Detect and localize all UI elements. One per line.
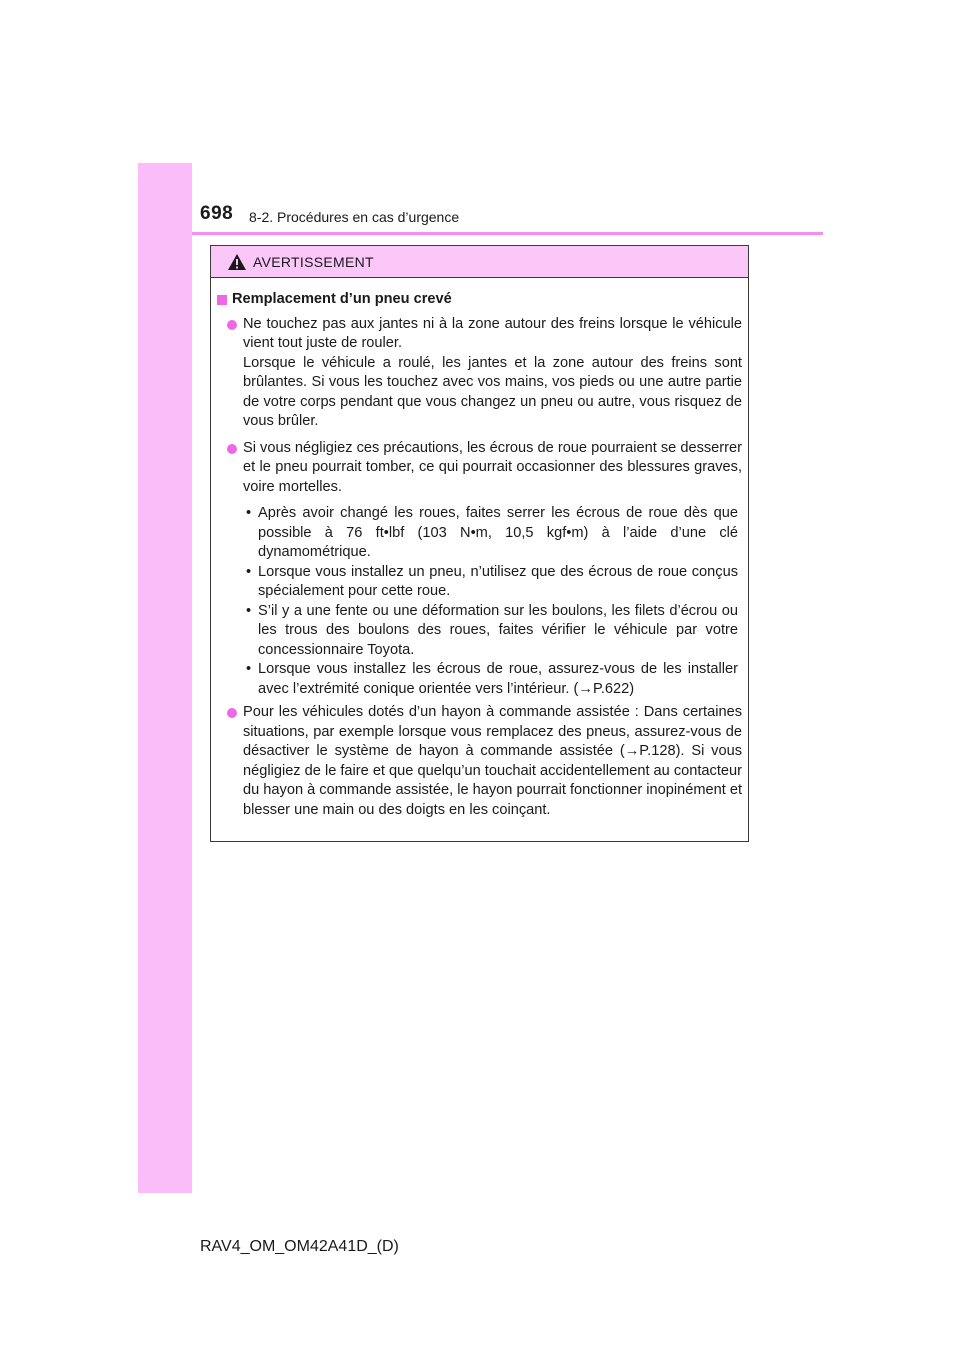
circle-bullet-icon xyxy=(227,320,237,330)
page-number: 698 xyxy=(200,203,234,224)
chapter-side-band xyxy=(138,163,192,1193)
warning-heading-text: Remplacement d’un pneu crevé xyxy=(232,291,452,307)
warning-title: AVERTISSEMENT xyxy=(253,253,374,270)
sub-item-list xyxy=(216,504,742,699)
warning-content xyxy=(211,278,748,820)
sub-item-text: S’il y a une fente ou une déformation sur les boulons, les filets d’écrou ou les trous des boulons des roues, faites vérifier le véhicule par votre concessionnaire Toyota. xyxy=(258,602,738,658)
sub-item-text: Après avoir changé les roues, faites serrer les écrous de roue dès que possible à 76 ft•lbf (103 N•m, 10,5 kgf•m) à l’aide d’une clé dynamométrique. xyxy=(258,505,738,560)
square-bullet-icon xyxy=(217,295,227,305)
warning-item xyxy=(216,439,742,498)
warning-box xyxy=(210,245,749,842)
warning-triangle-icon xyxy=(227,253,247,271)
sub-item: • S’il y a une fente ou une déformation sur les boulons, les filets d’écrou ou les trous des boulons des roues, faites vérifier le véhicule par votre concessionnaire Toyota. xyxy=(246,602,738,658)
document-code: RAV4_OM_OM42A41D_(D) xyxy=(200,1238,399,1255)
item-paragraph: Lorsque le véhicule a roulé, les jantes et la zone autour des freins sont brûlantes. Si vous les touchez avec vos mains, vos pieds ou une autre partie de votre corps pendant que vous changez un pneu ou autre, vous risquez de vous brûler. xyxy=(243,354,742,429)
sub-item: • Lorsque vous installez un pneu, n’utilisez que des écrous de roue conçus spécialement pour cette roue. xyxy=(246,563,738,599)
warning-heading xyxy=(216,290,742,310)
section-title: 8-2. Procédures en cas d’urgence xyxy=(249,209,460,225)
circle-bullet-icon xyxy=(227,444,237,454)
sub-item: • Après avoir changé les roues, faites serrer les écrous de roue dès que possible à 76 ft•lbf (103 N•m, 10,5 kgf•m) à l’aide d’une clé dynamométrique. xyxy=(246,505,738,560)
item-paragraph: Ne touchez pas aux jantes ni à la zone autour des freins lorsque le véhicule vient tout juste de rouler. xyxy=(243,315,742,351)
sub-item: • Lorsque vous installez les écrous de roue, assurez-vous de les installer avec l’extrémité conique orientée vers l’intérieur. (→P.622) xyxy=(246,661,738,697)
warning-item xyxy=(216,315,742,432)
sub-item-text: Lorsque vous installez un pneu, n’utilisez que des écrous de roue conçus spécialement pour cette roue. xyxy=(258,563,738,599)
warning-header xyxy=(211,246,748,278)
header-rule xyxy=(192,232,823,235)
warning-item xyxy=(216,703,742,820)
sub-item-text: Lorsque vous installez les écrous de roue, assurez-vous de les installer avec l’extrémité conique orientée vers l’intérieur. (→P.622) xyxy=(258,661,738,697)
item-paragraph: Pour les véhicules dotés d’un hayon à commande assistée : Dans certaines situations, par exemple lorsque vous remplacez des pneus, assurez-vous de désactiver le système de hayon à commande assistée (→P.128). Si vous négligiez de le faire et que quelqu’un touchait accidentellement au contacteur du hayon à commande assistée, le hayon pourrait fonctionner inopinément et blesser une main ou des doigts en les coinçant. xyxy=(243,704,742,818)
item-paragraph: Si vous négligiez ces précautions, les écrous de roue pourraient se desserrer et le pneu pourrait tomber, ce qui pourrait occasionner des blessures graves, voire mortelles. xyxy=(243,439,742,495)
circle-bullet-icon xyxy=(227,708,237,718)
